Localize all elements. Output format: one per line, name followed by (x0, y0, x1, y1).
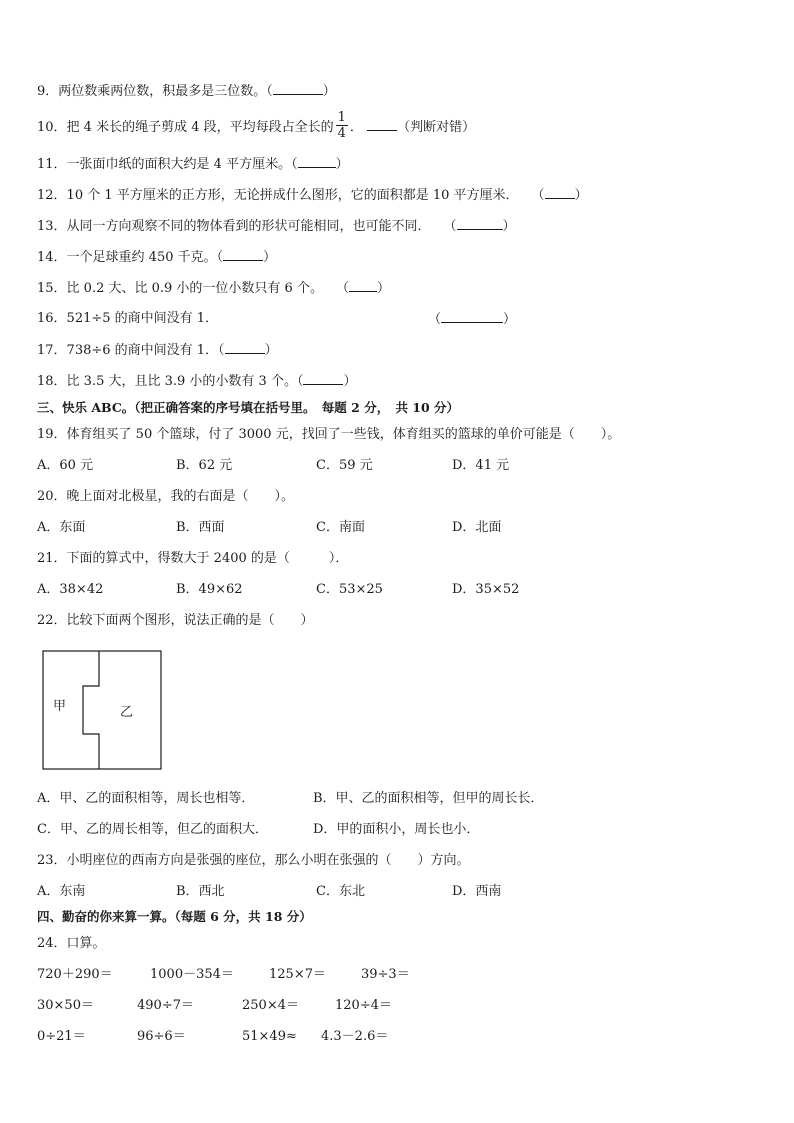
question-10: 10．把 4 米长的绳子剪成 4 段，平均每段占全长的 $\frac{1}{4}$ ． （判断对错） (37, 110, 476, 141)
option-a[interactable]: A．东面 (37, 520, 86, 535)
option-d[interactable]: D．西南 (452, 884, 502, 899)
option-c[interactable]: C．南面 (316, 520, 365, 535)
calc-item: 30×50＝ (37, 998, 94, 1013)
option-d[interactable]: D．35×52 (452, 582, 520, 597)
answer-blank[interactable] (441, 310, 503, 323)
question-20: 20．晚上面对北极星，我的右面是（ ）。 (37, 489, 295, 504)
option-c[interactable]: C．53×25 (316, 582, 383, 597)
question-9: 9．两位数乘两位数，积最多是三位数。（ ） (37, 84, 336, 99)
answer-blank[interactable] (298, 155, 336, 168)
option-a[interactable]: A．东南 (37, 884, 86, 899)
section-4-title: 四、勤奋的你来算一算。（每题 6 分，共 18 分） (37, 909, 312, 924)
answer-blank[interactable] (349, 279, 377, 292)
question-11: 11．一张面巾纸的面积大约是 4 平方厘米。（ ） (37, 157, 349, 172)
calc-item: 490÷7＝ (137, 998, 194, 1013)
answer-blank[interactable] (457, 217, 503, 230)
calc-item: 120÷4＝ (335, 998, 392, 1013)
answer-blank[interactable] (545, 186, 575, 199)
calc-item: 1000－354＝ (150, 967, 234, 982)
calc-item: 720＋290＝ (37, 967, 113, 982)
answer-blank[interactable] (225, 341, 265, 354)
question-17: 17．738÷6 的商中间没有 1．（ ） (37, 343, 278, 358)
question-21: 21．下面的算式中，得数大于 2400 的是（ ）． (37, 551, 349, 566)
calc-item: 125×7＝ (269, 967, 326, 982)
option-d[interactable]: D．41 元 (452, 458, 510, 473)
question-19: 19．体育组买了 50 个篮球，付了 3000 元，找回了一些钱，体育组买的篮球的单价可能是（ ）。 (37, 427, 621, 442)
question-24: 24．口算。 (37, 936, 106, 951)
question-18: 18．比 3.5 大，且比 3.9 小的小数有 3 个。（ ） (37, 374, 357, 389)
fraction-one-quarter: $\frac{1}{4}$ (337, 110, 346, 141)
option-b[interactable]: B．49×62 (176, 582, 243, 597)
question-16: 16．521÷5 的商中间没有 1． (37, 311, 219, 326)
option-b[interactable]: B．西面 (176, 520, 225, 535)
section-3-title: 三、快乐 ABC。（把正确答案的序号填在括号里。 每题 2 分， 共 10 分） (37, 400, 460, 415)
option-b[interactable]: B．62 元 (176, 458, 233, 473)
option-b[interactable]: B．甲、乙的面积相等，但甲的周长长． (313, 791, 544, 806)
question-16-answer: （ ） (428, 312, 517, 327)
option-b[interactable]: B．西北 (176, 884, 225, 899)
answer-blank[interactable] (273, 82, 323, 95)
yi-label: 乙 (120, 705, 134, 720)
option-d[interactable]: D．甲的面积小，周长也小． (313, 822, 480, 837)
question-23: 23．小明座位的西南方向是张强的座位，那么小明在张强的（ ）方向。 (37, 853, 470, 868)
question-22: 22．比较下面两个图形，说法正确的是（ ） (37, 613, 314, 628)
calc-item: 0÷21＝ (37, 1029, 86, 1044)
jia-label: 甲 (53, 699, 67, 714)
answer-blank[interactable] (367, 118, 397, 131)
option-a[interactable]: A．38×42 (37, 582, 104, 597)
option-d[interactable]: D．北面 (452, 520, 502, 535)
question-15: 15．比 0.2 大、比 0.9 小的一位小数只有 6 个。 （ ） (37, 281, 390, 296)
option-c[interactable]: C．59 元 (316, 458, 373, 473)
calc-item: 96÷6＝ (137, 1029, 186, 1044)
calc-item: 39÷3＝ (361, 967, 410, 982)
calc-item: 51×49≈ (242, 1029, 297, 1044)
option-c[interactable]: C．东北 (316, 884, 365, 899)
answer-blank[interactable] (303, 372, 343, 385)
calc-item: 4.3－2.6＝ (321, 1029, 389, 1044)
answer-blank[interactable] (223, 248, 263, 261)
calc-item: 250×4＝ (242, 998, 299, 1013)
option-c[interactable]: C．甲、乙的周长相等，但乙的面积大． (37, 822, 268, 837)
question-12: 12．10 个 1 平方厘米的正方形，无论拼成什么图形，它的面积都是 10 平方厘米． （ ） (37, 188, 588, 203)
question-13: 13．从同一方向观察不同的物体看到的形状可能相同，也可能不同． （ ） (37, 219, 516, 234)
option-a[interactable]: A．60 元 (37, 458, 94, 473)
shapes-figure (42, 650, 164, 776)
option-a[interactable]: A．甲、乙的面积相等，周长也相等． (37, 791, 255, 806)
question-14: 14．一个足球重约 450 千克。（ ） (37, 250, 277, 265)
